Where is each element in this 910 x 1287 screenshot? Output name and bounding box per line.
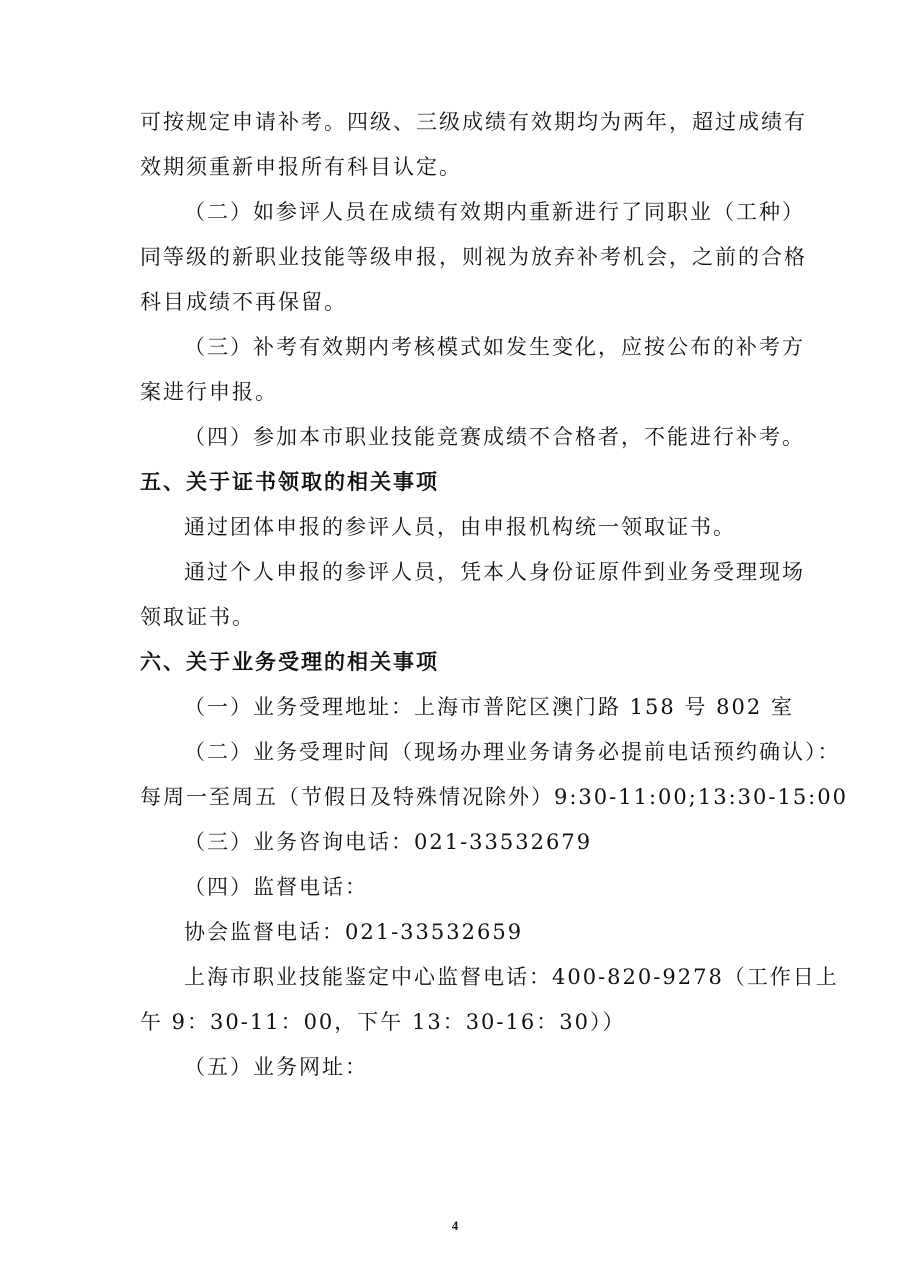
- paragraph-line: 上海市职业技能鉴定中心监督电话：400-820-9278（工作日上: [184, 965, 839, 989]
- paragraph-line: 同等级的新职业技能等级申报，则视为放弃补考机会，之前的合格: [140, 245, 807, 269]
- paragraph-line: 领取证书。: [140, 605, 255, 629]
- section-heading: 六、关于业务受理的相关事项: [140, 650, 439, 674]
- page-number: 4: [451, 1218, 459, 1233]
- paragraph-line: （三）补考有效期内考核模式如发生变化，应按公布的补考方: [184, 335, 805, 359]
- paragraph-line: 效期须重新申报所有科目认定。: [140, 155, 462, 179]
- paragraph-line: 可按规定申请补考。四级、三级成绩有效期均为两年，超过成绩有: [140, 110, 807, 134]
- paragraph-line: 通过团体申报的参评人员，由申报机构统一领取证书。: [184, 515, 736, 539]
- paragraph-line: （五）业务网址：: [184, 1055, 368, 1079]
- paragraph-line: （二）业务受理时间（现场办理业务请务必提前电话预约确认）：: [184, 740, 841, 764]
- paragraph-line: 科目成绩不再保留。: [140, 290, 347, 314]
- paragraph-line: 通过个人申报的参评人员，凭本人身份证原件到业务受理现场: [184, 560, 805, 584]
- paragraph-line: 协会监督电话：021-33532659: [184, 920, 524, 944]
- section-heading: 五、关于证书领取的相关事项: [140, 470, 439, 494]
- paragraph-line: （一）业务受理地址：上海市普陀区澳门路 158 号 802 室: [184, 695, 794, 719]
- paragraph-line: （四）监督电话：: [184, 875, 368, 899]
- paragraph-line: 午 9：30-11：00，下午 13：30-16：30））: [140, 1010, 626, 1034]
- paragraph-line: （二）如参评人员在成绩有效期内重新进行了同职业（工种）: [184, 200, 805, 224]
- paragraph-line: 每周一至周五（节假日及特殊情况除外）9:30-11:00;13:30-15:00: [140, 785, 848, 809]
- paragraph-line: （三）业务咨询电话：021-33532679: [184, 830, 593, 854]
- document-page: [140, 100, 848, 1090]
- paragraph-line: （四）参加本市职业技能竞赛成绩不合格者，不能进行补考。: [184, 425, 805, 449]
- paragraph-line: 案进行申报。: [140, 380, 278, 404]
